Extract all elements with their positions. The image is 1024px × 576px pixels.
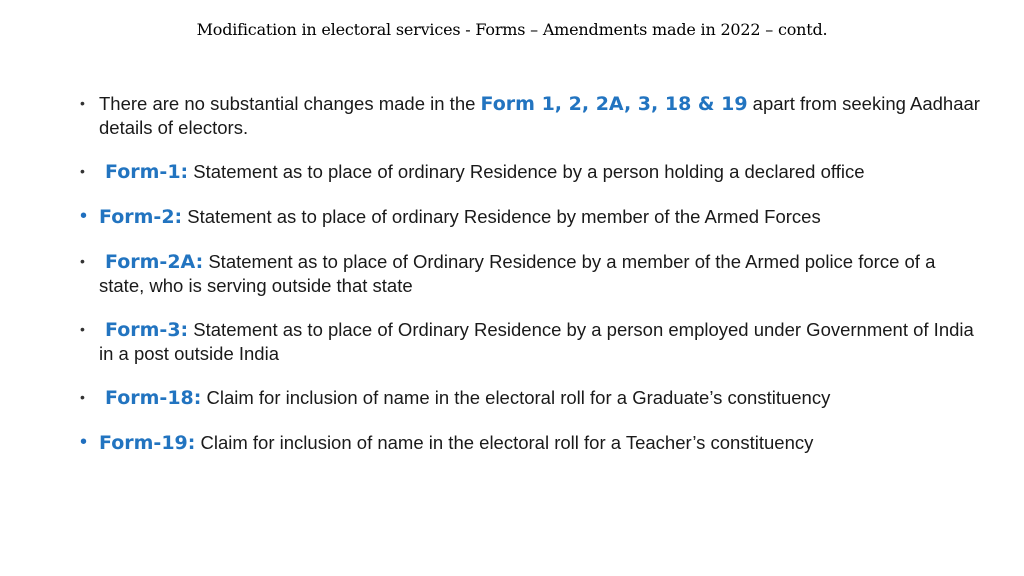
- bullet-marker: •: [80, 389, 85, 405]
- bullet-highlight: Form-2A:: [105, 251, 204, 273]
- bullet-marker: •: [80, 95, 85, 111]
- bullet-text: Statement as to place of ordinary Residence by a person holding a declared office: [188, 161, 865, 182]
- bullet-text: Statement as to place of ordinary Residence by member of the Armed Forces: [182, 206, 821, 227]
- bullet-highlight: Form-18:: [105, 387, 202, 409]
- bullet-item-form-2: [80, 205, 980, 229]
- bullet-text: Statement as to place of Ordinary Residence by a person employed under Government of India in a post outside India: [99, 319, 974, 364]
- bullet-marker: •: [80, 321, 85, 337]
- bullet-text: Claim for inclusion of name in the electoral roll for a Teacher’s constituency: [195, 432, 814, 453]
- bullet-marker: •: [80, 253, 85, 269]
- bullet-item-form-19: [80, 431, 980, 455]
- bullet-text: There are no substantial changes made in the: [99, 93, 481, 114]
- bullet-item-forms-overview: [80, 92, 980, 139]
- bullet-text: Statement as to place of Ordinary Residence by a member of the Armed police force of a state, who is serving outside that state: [99, 251, 936, 296]
- bullet-highlight: Form-3:: [105, 319, 189, 341]
- bullet-text: Claim for inclusion of name in the electoral roll for a Graduate’s constituency: [201, 387, 831, 408]
- bullet-marker: •: [80, 431, 88, 453]
- bullet-item-form-3: [80, 318, 980, 365]
- bullet-list: [80, 92, 980, 455]
- bullet-item-form-1: [80, 160, 980, 184]
- slide-title: Modification in electoral services - Forms – Amendments made in 2022 – contd.: [196, 20, 828, 39]
- bullet-marker: •: [80, 205, 88, 227]
- bullet-highlight: Form 1, 2, 2A, 3, 18 & 19: [480, 93, 748, 115]
- bullet-item-form-2a: [80, 250, 980, 297]
- bullet-highlight: Form-19:: [99, 432, 196, 454]
- bullet-marker: •: [80, 163, 85, 179]
- bullet-text: apart from seeking Aadhaar details of electors.: [99, 93, 980, 138]
- bullet-highlight: Form-1:: [105, 161, 189, 183]
- bullet-highlight: Form-2:: [99, 206, 183, 228]
- bullet-item-form-18: [80, 386, 980, 410]
